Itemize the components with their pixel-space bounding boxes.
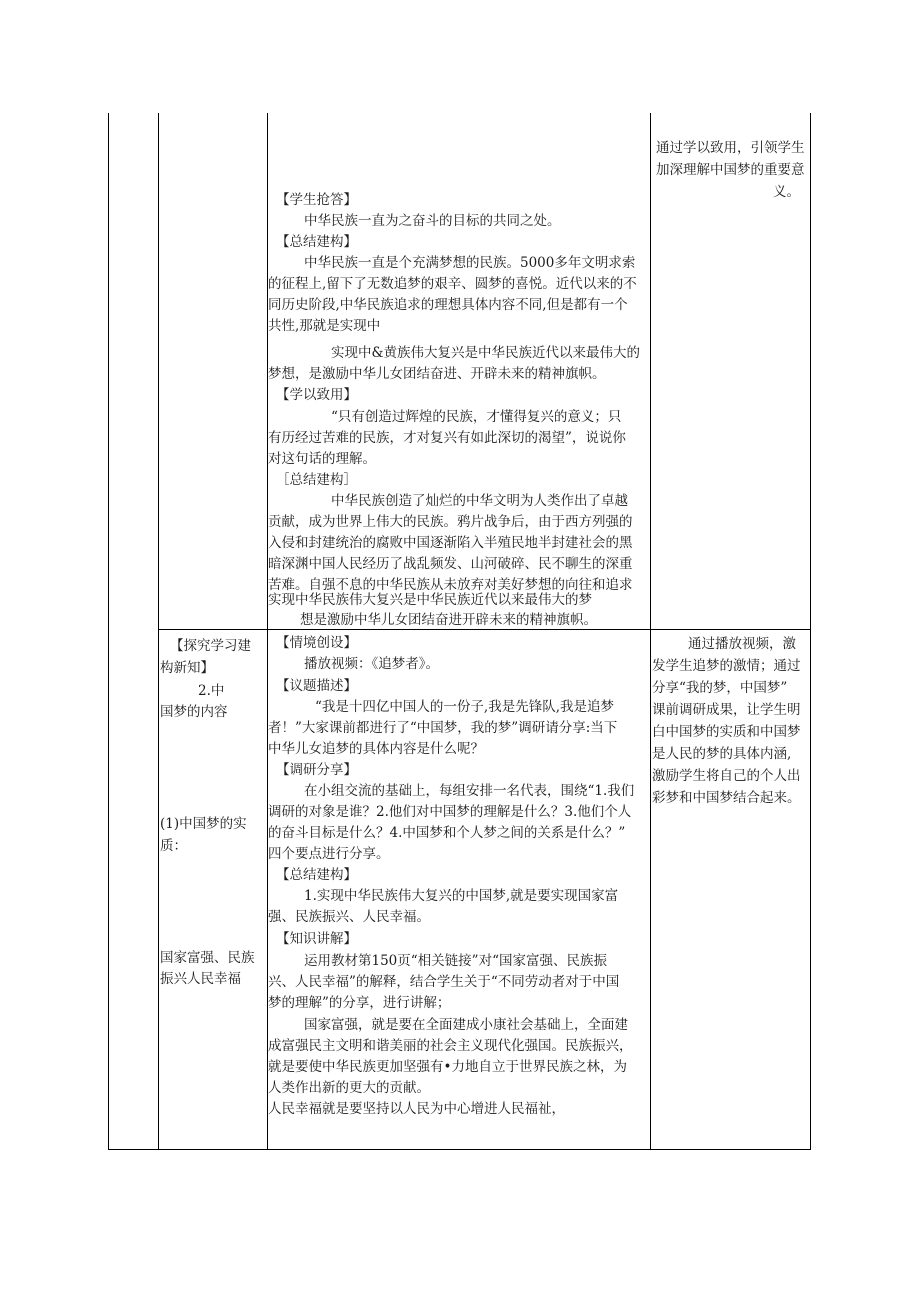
section-heading-knowledge: 【知识讲解】 (276, 931, 357, 947)
stage-keyword: 国家富强、民族 (160, 950, 255, 966)
content-line: 中华民族一直是个充满梦想的民族。5000多年文明求索 (304, 255, 636, 271)
content-line: 国家富强，就是要在全面建成小康社会基础上，全面建 (304, 1017, 628, 1033)
note-line: 激励学生将自己的个人出 (652, 768, 801, 784)
content-line: 对这句话的理解。 (268, 451, 376, 467)
stage-subtitle: 2.中 (198, 683, 225, 699)
content-line: 共性,那就是实现中 (268, 318, 381, 334)
content-line: 人类作出新的更大的贡献。 (268, 1080, 430, 1096)
content-line: 人民幸福就是要坚持以人民为中心增进人民福祉， (268, 1101, 565, 1117)
section-heading-summary: 【总结建构】 (276, 867, 357, 883)
note-line: 通过学以致用，引领学生 (656, 140, 805, 156)
stage-point: 质： (160, 838, 187, 854)
note-line: 通过播放视频，激 (688, 636, 796, 652)
note-line: 彩梦和中国梦结合起来。 (652, 790, 801, 806)
table-bottom-border (108, 1149, 811, 1150)
section-heading-scenario: 【情境创设】 (276, 635, 357, 651)
content-line: 暗深渊中国人民经历了战乱频发、山河破碎、民不聊生的深重 (268, 556, 633, 572)
content-line: 想是激励中华儿女团结奋进开辟未来的精神旗帜。 (300, 612, 597, 628)
content-line: 调研的对象是谁？2.他们对中国梦的理解是什么？3.他们个人 (268, 804, 632, 820)
row1-design-note (656, 137, 806, 203)
content-line: 强、民族振兴、人民幸福。 (268, 909, 430, 925)
stage-subtitle: 国梦的内容 (160, 704, 228, 720)
content-line: “我是十四亿中国人的一份子,我是先锋队,我是追梦 (315, 699, 614, 715)
content-line: “只有创造过辉煌的民族，才懂得复兴的意义；只 (331, 409, 622, 425)
content-line: 中华儿女追梦的具体内容是什么呢？ (268, 741, 484, 757)
stage-title: 构新知】 (160, 660, 214, 676)
note-line: 课前调研成果，让学生明 (652, 702, 801, 718)
column-divider-3 (650, 113, 651, 1150)
content-line: 的征程上,留下了无数追梦的艰辛、圆梦的喜悦。近代以来的不 (268, 276, 637, 292)
table-right-border (810, 113, 811, 1150)
column-divider-1 (158, 113, 159, 1150)
note-line: 加深理解中国梦的重要意 (656, 162, 805, 178)
note-line: 义。 (773, 184, 800, 200)
content-line: 梦想，是激励中华儿女团结奋进、开辟未来的精神旗帜。 (268, 366, 606, 382)
content-line: 中华民族一直为之奋斗的目标的共同之处。 (304, 213, 561, 229)
note-line: 发学生追梦的激情；通过 (652, 658, 801, 674)
row2-design-note (652, 633, 808, 809)
content-line: 就是要使中华民族更加坚强有•力地自立于世界民族之林，为 (268, 1059, 627, 1075)
note-line: 白中国梦的实质和中国梦 (652, 724, 801, 740)
table-left-border (108, 113, 109, 1150)
note-line: 是人民的梦的具体内涵, (652, 746, 792, 762)
content-line: 在小组交流的基础上，每组安排一名代表，围绕“1.我们 (304, 783, 635, 799)
content-line: 者！”大家课前都进行了“中国梦，我的梦”调研请分享:当下 (268, 720, 618, 736)
section-heading-student-answer: 【学生抢答】 (276, 192, 357, 208)
content-line: 苦难。自强不息的中华民族从未放弃对美好梦想的向往和追求 (268, 577, 633, 593)
content-line: 四个要点进行分享。 (268, 846, 390, 862)
content-line: 的奋斗目标是什么？4.中国梦和个人梦之间的关系是什么？” (268, 825, 626, 841)
content-line: 成富强民主文明和谐美丽的社会主义现代化强国。民族振兴， (268, 1038, 633, 1054)
content-line: 兴、人民幸福”的解释，结合学生关于“不同劳动者对于中国 (268, 974, 620, 990)
content-line: 播放视频：《追梦者》。 (304, 656, 439, 672)
stage-keyword: 振兴人民幸福 (160, 971, 241, 987)
stage-point: (1)中国梦的实 (160, 816, 247, 832)
stage-title: 【探究学习建 (170, 638, 251, 654)
content-line: 中华民族创造了灿烂的中华文明为人类作出了卓越 (331, 493, 628, 509)
section-heading-apply: 【学以致用】 (276, 387, 357, 403)
content-line: 实现中华民族伟大复兴是中华民族近代以来最伟大的梦 (268, 592, 592, 608)
section-heading-summary: 【总结建构】 (276, 234, 357, 250)
content-line: 贡献，成为世界上伟大的民族。鸦片战争后，由于西方列强的 (268, 514, 633, 530)
content-line: 1.实现中华民族伟大复兴的中国梦,就是要实现国家富 (304, 888, 619, 904)
section-heading-issue: 【议题描述】 (276, 678, 357, 694)
content-line: 入侵和封建统治的腐败中国逐渐陷入半殖民地半封建社会的黑 (268, 535, 633, 551)
content-line: 梦的理解”的分享，进行讲解； (268, 995, 451, 1011)
content-line: 同历史阶段,中华民族追求的理想具体内容不同,但是都有一个 (268, 297, 628, 313)
section-heading-summary: ［总结建构］ (276, 472, 357, 488)
note-line: 分享“我的梦，中国梦” (652, 680, 788, 696)
content-line: 实现中&黄族伟大复兴是中华民族近代以来最伟大的 (331, 345, 641, 361)
section-heading-research: 【调研分享】 (276, 762, 357, 778)
content-line: 有历经过苦难的民族，才对复兴有如此深切的渴望”，说说你 (268, 430, 626, 446)
content-line: 运用教材第150页“相关链接”对“国家富强、民族振 (304, 953, 607, 969)
